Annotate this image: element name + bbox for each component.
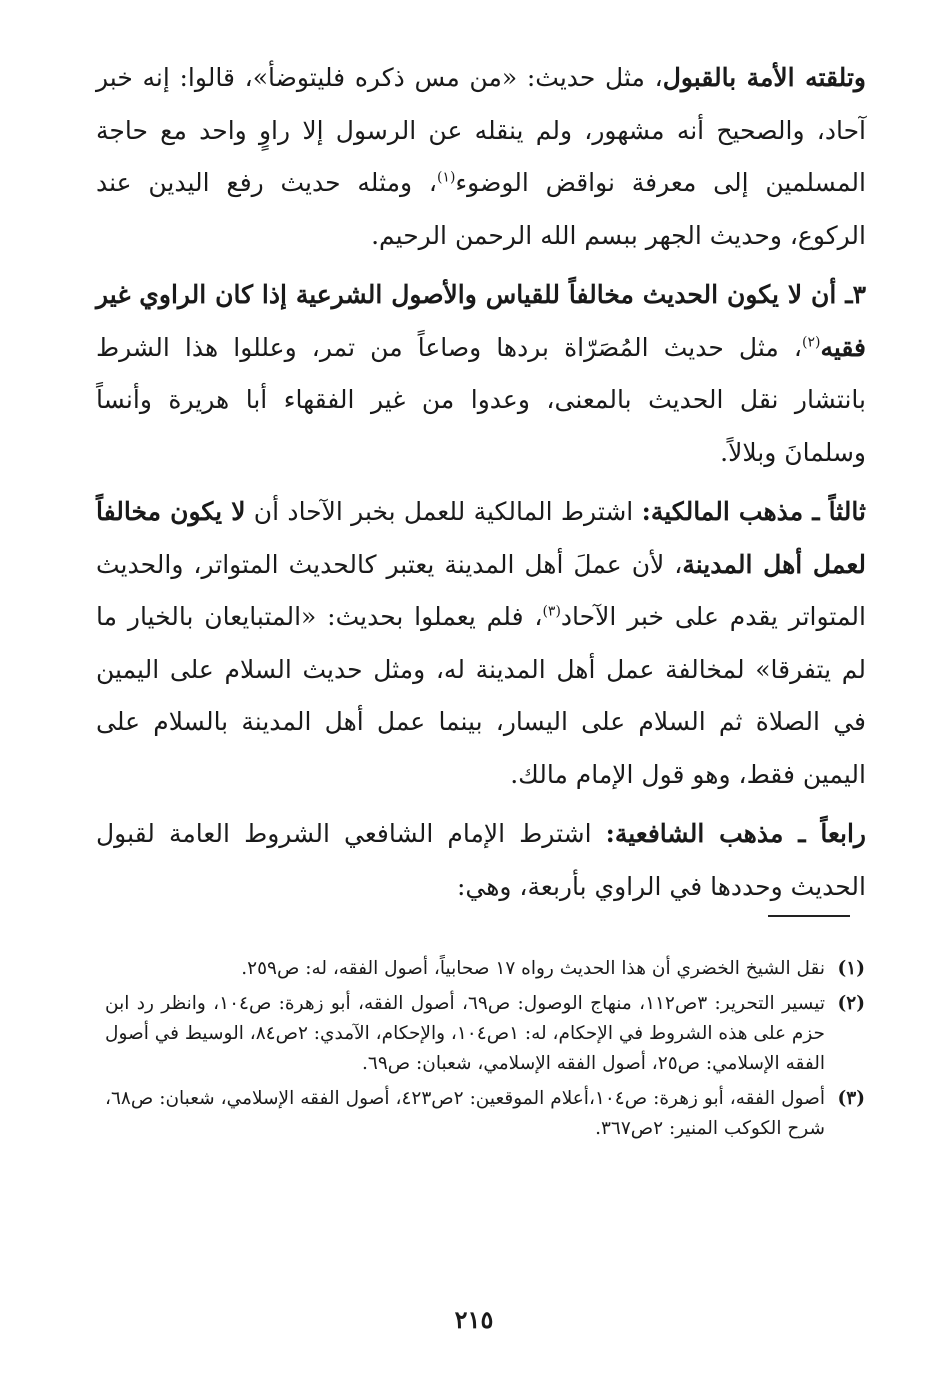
footnotes: [105, 954, 865, 1149]
section-heading-shafii: رابعاً ـ مذهب الشافعية:: [605, 819, 866, 848]
condition-heading: ٣ـ أن لا يكون الحديث مخالفاً للقياس والأصول الشرعية إذا كان الراوي غير فقيه: [96, 280, 866, 362]
footnote-ref-1: (١): [436, 169, 456, 186]
paragraph-text-tail: ، فلم يعملوا بحديث: «المتبايعان بالخيار ما لم يتفرقا» لمخالفة عمل أهل المدينة له، ومثل حديث السلام على اليمين في الصلاة ثم السلام على اليسار، بينما عمل أهل المدينة بالسلام على اليمين فقط، وهو قول الإمام مالك.: [96, 602, 866, 789]
footnote-separator: [768, 915, 850, 917]
paragraph-text-2: ، لأن عملَ أهل المدينة يعتبر كالحديث المتواتر، والحديث المتواتر يقدم على خبر الآحاد: [96, 549, 866, 631]
footnote-text: تيسير التحرير: ٣ص١١٢، منهاج الوصول: ص٦٩، أصول الفقه، أبو زهرة: ص١٠٤، وانظر رد ابن حزم على هذه الشروط في الإحكام، له: ١ص١٠٤، والإحكام، الآمدي: ٢ص٨٤، الوسيط في أصول الفقه الإسلامي: ص٢٥، أصول الفقه الإسلامي، شعبان: ص٦٩.: [105, 993, 825, 1074]
paragraph-text-tail: ، ومثله حديث رفع اليدين عند الركوع، وحديث الجهر ببسم الله الرحمن الرحيم.: [96, 168, 866, 250]
bold-phrase: وتلقته الأمة بالقبول: [662, 63, 866, 92]
paragraph-1: [96, 52, 866, 262]
footnote-number: (٢): [837, 993, 865, 1014]
paragraph-text: اشترط الإمام الشافعي الشروط العامة لقبول الحديث وحددها في الراوي بأربعة، وهي:: [96, 819, 866, 901]
section-heading-maliki: ثالثاً ـ مذهب المالكية:: [641, 497, 866, 526]
footnote-number: (١): [837, 958, 865, 979]
paragraph-3: [96, 486, 866, 801]
paragraph-text: ، مثل حديث: «من مس ذكره فليتوضأ»، قالوا: إنه خبر آحاد، والصحيح أنه مشهور، ولم ينقله عن الرسول إلا راوٍ واحد مع حاجة المسلمين إلى معرفة نواقض الوضوء: [96, 63, 866, 197]
paragraph-2: [96, 269, 866, 479]
footnote-text: أصول الفقه، أبو زهرة: ص١٠٤،أعلام الموقعين: ٢ص٤٢٣، أصول الفقه الإسلامي، شعبان: ص٦٨، شرح الكوكب المنير: ٢ص٣٦٧.: [105, 1088, 825, 1139]
main-text: [96, 52, 866, 913]
footnote-2: [105, 989, 865, 1079]
paragraph-text: اشترط المالكية للعمل بخبر الآحاد أن: [245, 497, 642, 526]
bold-phrase: لا يكون مخالفاً لعمل أهل المدينة: [96, 497, 866, 579]
footnote-ref-2: (٢): [801, 334, 821, 351]
footnote-number: (٣): [837, 1088, 865, 1109]
footnote-3: [105, 1084, 865, 1144]
page-number: ٢١٥: [454, 1305, 494, 1334]
paragraph-4: [96, 808, 866, 913]
footnote-1: [105, 954, 865, 984]
paragraph-text: ، مثل حديث المُصَرّاة بردها وصاعاً من تمر، وعللوا هذا الشرط بانتشار نقل الحديث بالمعنى، وعدوا من غير الفقهاء أبا هريرة وأنساً وسلمانَ وبلالاً.: [96, 332, 866, 467]
footnote-text: نقل الشيخ الخضري أن هذا الحديث رواه ١٧ صحابياً، أصول الفقه، له: ص٢٥٩.: [241, 958, 825, 979]
footnote-ref-3: (٣): [542, 603, 561, 620]
